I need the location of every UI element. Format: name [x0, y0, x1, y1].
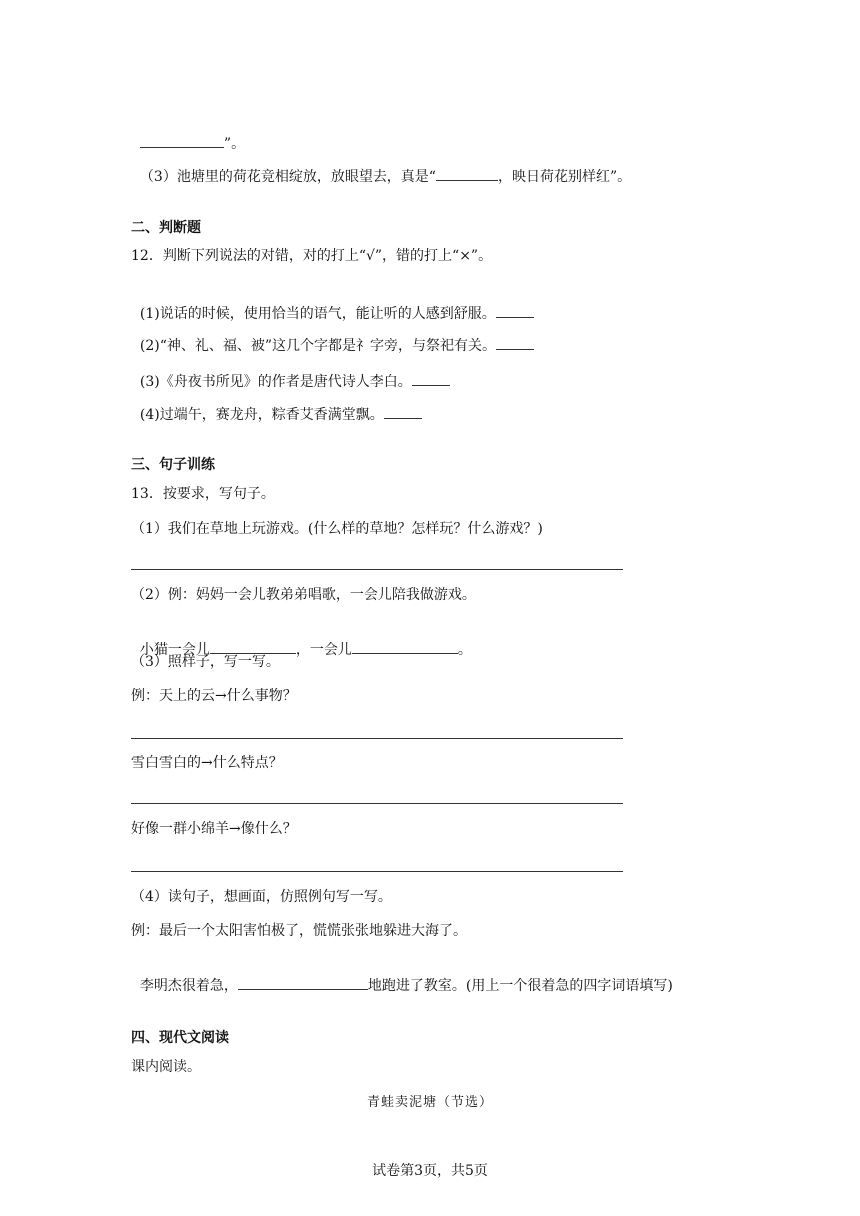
page-footer: 试卷第3页，共5页: [372, 1163, 488, 1179]
q13-stem: 13．按要求，写句子。: [131, 486, 275, 502]
blank[interactable]: [436, 166, 498, 181]
q12-item-4: (4)过端午，赛龙舟，粽香艾香满堂飘。: [131, 384, 422, 425]
q11-line-a: ”。: [131, 113, 245, 154]
blank[interactable]: [352, 639, 458, 654]
section-2-heading: 二、判断题: [131, 220, 201, 236]
q12-stem: 12．判断下列说法的对错，对的打上“√”，错的打上“×”。: [131, 248, 493, 264]
q13-part-4: （4）读句子，想画面，仿照例句写一写。: [131, 889, 392, 905]
blank[interactable]: [496, 335, 534, 350]
q11-item-3: （3）池塘里的荷花竞相绽放，放眼望去，真是“ ，映日荷花别样红”。: [131, 146, 631, 187]
q13-part-2-fill: 小猫一会儿 ，一会儿 。: [131, 619, 472, 660]
q13-part-3-c: 好像一群小绵羊→像什么？: [131, 821, 297, 837]
q13-part-1: （1）我们在草地上玩游戏。(什么样的草地？怎样玩？什么游戏？): [131, 521, 543, 537]
section-3-heading: 三、句子训练: [131, 457, 215, 473]
q13-part-3-b: 雪白雪白的→什么特点？: [131, 755, 283, 771]
q13-part-4-fill: 李明杰很着急， 地跑进了教室。(用上一个很着急的四字词语填写): [131, 955, 673, 996]
answer-line[interactable]: [131, 569, 623, 570]
answer-line[interactable]: [131, 738, 623, 739]
answer-line[interactable]: [131, 803, 623, 804]
passage-title: 青蛙卖泥塘（节选）: [366, 1095, 493, 1110]
q12-item-2: (2)“神、礼、福、被”这几个字都是礻字旁，与祭祀有关。: [131, 315, 534, 356]
q12-item-1: (1)说话的时候，使用恰当的语气，能让听的人感到舒服。: [131, 283, 534, 324]
q13-part-4-example: 例：最后一个太阳害怕极了，慌慌张张地躲进大海了。: [131, 923, 467, 939]
blank[interactable]: [384, 404, 422, 419]
q13-part-3-example: 例：天上的云→什么事物？: [131, 688, 297, 704]
q12-item-3: (3)《舟夜书所见》的作者是唐代诗人李白。: [131, 351, 450, 392]
q13-part-2: （2）例：妈妈一会儿教弟弟唱歌，一会儿陪我做游戏。: [131, 587, 476, 603]
section-4-heading: 四、现代文阅读: [131, 1030, 229, 1046]
blank[interactable]: [238, 975, 368, 990]
reading-intro: 课内阅读。: [131, 1059, 201, 1075]
q13-part-3: （3）照样子，写一写。: [131, 654, 280, 670]
answer-line[interactable]: [131, 871, 623, 872]
